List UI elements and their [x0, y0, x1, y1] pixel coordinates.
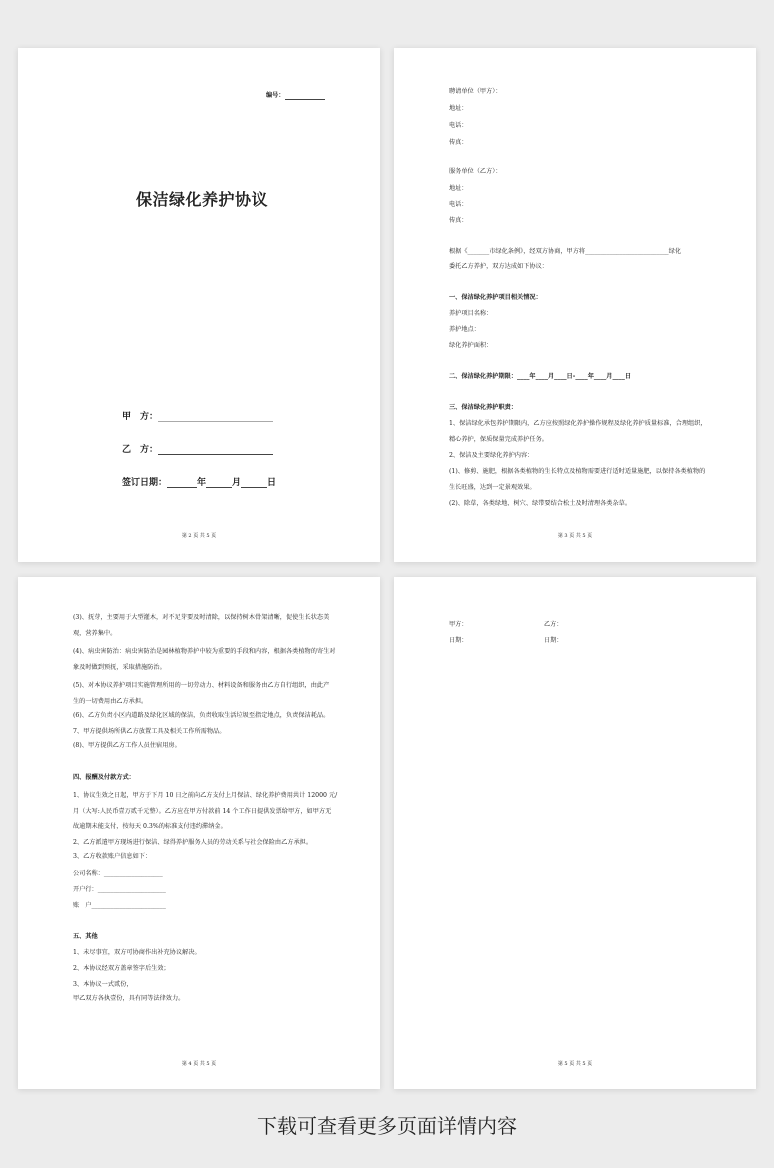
section-heading: 二、保洁绿化养护期限：____年____月____日-____年____月____日 — [449, 373, 632, 380]
text-line: (3)、抚芽，主要用于大型灌木，对不足芽要及时清除，以保持树木骨架清晰，促使生长状态美 — [73, 614, 330, 621]
document-page-3 — [394, 48, 756, 562]
section-heading: 三、保洁绿化养护职责： — [449, 404, 518, 411]
document-title: 保洁绿化养护协议 — [136, 190, 269, 209]
text-line: 甲乙双方各执壹份，具有同等法律效力。 — [73, 995, 185, 1002]
page-footer: 第 4 页 共 5 页 — [181, 1061, 217, 1067]
text-line: 生的一切费用由乙方承担。 — [73, 698, 148, 705]
section-heading: 一、保洁绿化养护项目相关情况： — [449, 294, 542, 301]
text-line: 地址： — [449, 185, 468, 192]
document-code — [266, 92, 325, 100]
download-caption: 下载可查看更多页面详情内容 — [257, 1114, 517, 1138]
page-footer: 第 5 页 共 5 页 — [557, 1061, 593, 1067]
text-line: (8)、甲方提供乙方工作人员住宿用房。 — [73, 742, 181, 749]
text-line: 根据《_______市绿化条例》，经双方协商，甲方将___________________________绿化 — [449, 248, 682, 255]
signature-date-a: 日期： — [449, 637, 468, 644]
text-line: 传真： — [449, 217, 468, 224]
sign-year-line — [167, 487, 197, 488]
text-line: 象及时做到预抚，采取措施防治。 — [73, 664, 166, 671]
text-line: 委托乙方养护，双方达成如下协议： — [449, 263, 548, 270]
sign-date-label: 签订日期： — [122, 478, 168, 488]
text-line: 1、协议生效之日起，甲方于下月 10 日之前向乙方支付上月保洁、绿化养护费用共计 12000 元/ — [73, 792, 338, 799]
signature-party-a: 甲方： — [449, 621, 468, 628]
text-line: 3、乙方收款账户信息如下： — [73, 853, 152, 860]
text-line: 2、保洁及主要绿化养护内容： — [449, 452, 534, 459]
text-line: 精心养护，保质保量完成养护任务。 — [449, 436, 548, 443]
text-line: 故逾期未能支付，按每天 0.3%的标准支付违约滞纳金。 — [73, 823, 227, 830]
text-line: 2、乙方派遣甲方现场进行保洁、绿得养护服务人员的劳动关系与社会保险由乙方承担。 — [73, 839, 313, 846]
sign-month-line — [206, 487, 232, 488]
sign-day-unit: 日 — [267, 478, 277, 488]
party-b-field — [122, 442, 273, 455]
party-a-label: 甲 方： — [122, 412, 159, 422]
text-line: 生长旺盛，达到一定景观效果。 — [449, 484, 536, 491]
party-b-label: 乙 方： — [122, 445, 159, 455]
text-line: 绿化养护面积： — [449, 342, 493, 349]
text-line: 2、本协议经双方盖章签字后生效； — [73, 965, 170, 972]
section-heading: 四、报酬及付款方式： — [73, 774, 135, 781]
text-line: (1)、修剪、施肥，根据各类植物的生长特点及植物需要进行适时适量施肥，以保持各类植物的 — [449, 468, 706, 475]
text-line: 1、保洁绿化承包养护期限内，乙方应按照绿化养护操作规程及绿化养护质量标准，合理组织， — [449, 420, 707, 427]
signature-party-b: 乙方： — [544, 621, 563, 628]
text-line: (5)、对本协议养护项目实施管理所用的一切劳动力、材料设备和服务由乙方自行组织，由此产 — [73, 682, 330, 689]
text-line: 开户行：______________________ — [73, 886, 166, 893]
text-line: 1、未尽事宜，双方可协商作出补充协议解决。 — [73, 949, 201, 956]
text-line: (4)、病虫害防治：病虫害防治是园林植物养护中较为重要的手段和内容，根据各类植物的寄生对 — [73, 648, 336, 655]
text-line: 聘请单位（甲方）： — [449, 88, 502, 95]
party-a-field — [122, 409, 273, 422]
text-line: 服务单位（乙方）： — [449, 168, 502, 175]
text-line: 账 户________________________ — [73, 902, 166, 909]
sign-month-unit: 月 — [232, 478, 242, 488]
text-line: 电话： — [449, 201, 468, 208]
document-code-line — [285, 99, 325, 100]
sign-year-unit: 年 — [197, 478, 207, 488]
text-line: 养护项目名称： — [449, 310, 493, 317]
text-line: 传真： — [449, 139, 468, 146]
document-page-4 — [18, 577, 380, 1089]
text-line: 养护地点： — [449, 326, 480, 333]
page-footer: 第 3 页 共 5 页 — [557, 533, 593, 539]
text-line: 电话： — [449, 122, 468, 129]
text-line: (6)、乙方负责小区内道路及绿化区域的保洁，负责收取生活垃圾至指定地点，负责保洁耗品。 — [73, 712, 330, 719]
text-line: 月（大写:人民币壹万贰千元整）。乙方应在甲方付款前 14 个工作日提供发票给甲方，如甲方无 — [73, 808, 332, 815]
text-line: 地址： — [449, 105, 468, 112]
text-line: 7、甲方提供场所供乙方放置工具及相关工作所需物品。 — [73, 728, 226, 735]
document-page-5 — [394, 577, 756, 1089]
sign-date-field — [122, 475, 276, 488]
party-a-line — [158, 421, 273, 422]
signature-date-b: 日期： — [544, 637, 563, 644]
text-line: 观，营养集中。 — [73, 630, 117, 637]
page-footer: 第 2 页 共 5 页 — [181, 533, 217, 539]
document-code-label: 编号： — [266, 92, 285, 99]
section-heading: 五、其他 — [73, 933, 98, 940]
text-line: (2)、除草，各类绿地、树穴、绿带要结合松土及时清理各类杂草。 — [449, 500, 632, 507]
text-line: 公司名称：___________________ — [73, 870, 163, 877]
document-page-cover — [18, 48, 380, 562]
party-b-line — [158, 454, 273, 455]
sign-day-line — [241, 487, 267, 488]
text-line: 3、本协议一式贰份， — [73, 981, 133, 988]
